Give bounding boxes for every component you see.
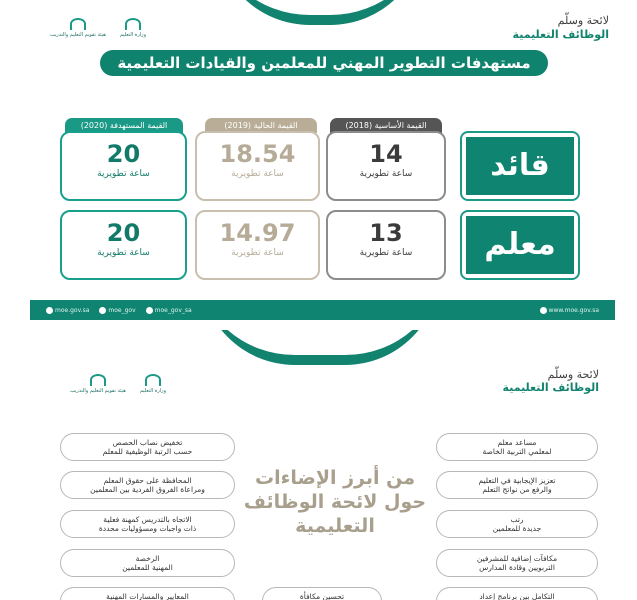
unit-label: ساعة تطويرية — [97, 248, 150, 258]
role-teacher-label: معلم — [466, 216, 574, 274]
leader-current-card — [195, 131, 320, 201]
highlight-item: الاتجاه بالتدريس كمهنة فعلية ذات واجبات ومسؤوليات محددة — [60, 510, 235, 538]
leader-target-card — [60, 131, 187, 201]
social-link-1[interactable]: moe.gov.sa — [46, 307, 89, 314]
teacher-current-card — [195, 210, 320, 280]
highlight-item: تعزيز الإيجابية في التعليم والرفع من نواتج التعلم — [436, 471, 598, 499]
highlight-item: الرخصة المهنية للمعلمين — [60, 549, 235, 577]
teacher-current-value: 14.97 — [219, 219, 296, 247]
moe-logo-icon — [125, 18, 141, 30]
brand-logo — [513, 14, 609, 41]
highlight-item: تخفيض نصاب الحصص حسب الرتبة الوظيفية للمعلم — [60, 433, 235, 461]
header-target: القيمة المستهدفة (2020) — [65, 118, 183, 133]
highlight-item: مكافآت إضافية للمشرفين التربويين وقادة المدارس — [436, 549, 598, 577]
etec-logo: هيئة تقويم التعليم والتدريب — [50, 18, 106, 38]
unit-label: ساعة تطويرية — [231, 169, 284, 179]
brand-line1: لائحة وسلّم — [557, 14, 609, 27]
unit-label: ساعة تطويرية — [97, 169, 150, 179]
highlight-item: تحسين مكافأة — [262, 587, 382, 600]
teacher-target-card — [60, 210, 187, 280]
social-link-2[interactable]: moe_gov — [99, 307, 135, 314]
leader-baseline-card — [326, 131, 446, 201]
unit-label: ساعة تطويرية — [359, 248, 413, 258]
unit-label: ساعة تطويرية — [231, 248, 284, 258]
unit-label: ساعة تطويرية — [359, 169, 413, 179]
highlight-item: التكامل بين برنامج إعداد — [436, 587, 598, 600]
leader-current-value: 18.54 — [219, 140, 296, 168]
website-link[interactable]: www.moe.gov.sa — [540, 307, 599, 314]
teacher-target-value: 20 — [106, 219, 141, 247]
role-leader — [460, 131, 580, 201]
snapchat-icon — [99, 307, 106, 314]
highlight-item: مساعد معلم لمعلمي التربية الخاصة — [436, 433, 598, 461]
globe-icon — [46, 307, 53, 314]
etec-logo-icon — [90, 374, 106, 386]
etec-logo-icon — [70, 18, 86, 30]
panel-title: مستهدفات التطوير المهني للمعلمين والقيادات التعليمية — [100, 50, 548, 76]
decorative-arc — [215, 0, 425, 25]
etec-logo: هيئة تقويم التعليم والتدريب — [70, 374, 126, 394]
social-footer — [30, 300, 615, 320]
brand-logo — [503, 368, 599, 394]
leader-target-value: 20 — [106, 140, 141, 168]
role-leader-label: قائد — [466, 137, 574, 195]
brand-line2: الوظائف التعليمية — [512, 28, 609, 41]
leader-baseline-value: 14 — [369, 140, 403, 168]
social-link-3[interactable]: moe_gov_sa — [146, 307, 192, 314]
teacher-baseline-card — [326, 210, 446, 280]
highlight-item: المحافظة على حقوق المعلم ومراعاة الفروق الفردية بين المعلمين — [60, 471, 235, 499]
highlight-item: رتب جديدة للمعلمين — [436, 510, 598, 538]
infographic-panel-highlights — [0, 330, 637, 600]
brand-line2: الوظائف التعليمية — [502, 381, 599, 394]
web-icon — [540, 307, 547, 314]
moe-logo-icon — [145, 374, 161, 386]
partner-logos — [70, 374, 166, 394]
moe-logo: وزارة التعليم — [120, 18, 146, 38]
moe-logo: وزارة التعليم — [140, 374, 166, 394]
teacher-baseline-value: 13 — [369, 219, 403, 247]
partner-logos — [50, 18, 146, 38]
twitter-icon — [146, 307, 153, 314]
role-teacher — [460, 210, 580, 280]
header-current: القيمة الحالية (2019) — [205, 118, 317, 133]
highlights-title: من أبرز الإضاءات حول لائحة الوظائف التعليمية — [243, 467, 427, 537]
decorative-arc — [200, 330, 440, 365]
highlight-item: المعايير والمسارات المهنية — [60, 587, 235, 600]
brand-line1: لائحة وسلّم — [547, 368, 599, 381]
header-baseline: القيمة الأساسية (2018) — [330, 118, 442, 133]
